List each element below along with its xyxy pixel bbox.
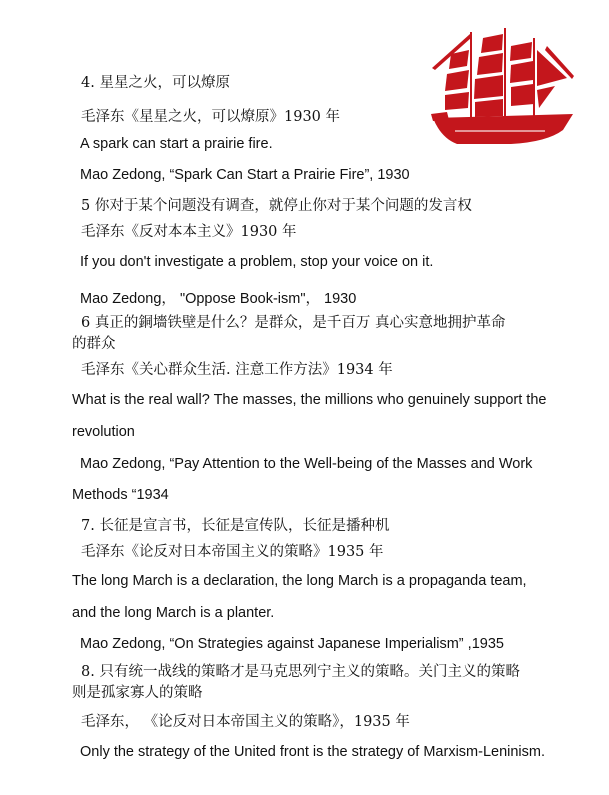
quote-8-source-zh: 毛泽东， 《论反对日本帝国主义的策略》，1935 年	[81, 714, 410, 730]
quote-6-source-en-cont: Methods “1934	[72, 487, 169, 503]
quote-4-source-zh: 毛泽东《星星之火，可以燎原》1930 年	[81, 109, 341, 125]
quote-7-translation-cont: and the long March is a planter.	[72, 605, 275, 621]
sailing-ship-icon	[427, 24, 577, 152]
quote-6-heading-cont: 的群众	[72, 336, 116, 352]
quote-4-heading: 4. 星星之火，可以燎原	[81, 75, 230, 91]
quote-7-translation: The long March is a declaration, the long March is a propaganda team,	[72, 573, 527, 589]
quote-8-translation: Only the strategy of the United front is the strategy of Marxism-Leninism.	[80, 744, 545, 760]
quote-6-source-zh: 毛泽东《关心群众生活. 注意工作方法》1934 年	[81, 362, 393, 378]
quote-8-heading: 8. 只有统一战线的策略才是马克思列宁主义的策略。关门主义的策略	[81, 664, 520, 680]
quote-6-translation: What is the real wall? The masses, the millions who genuinely support the	[72, 392, 547, 408]
quote-7-source-en: Mao Zedong, “On Strategies against Japanese Imperialism” ,1935	[80, 636, 504, 652]
quote-6-translation-cont: revolution	[72, 424, 135, 440]
quote-5-source-zh: 毛泽东《反对本本主义》1930 年	[81, 224, 297, 240]
quote-6-source-en: Mao Zedong, “Pay Attention to the Well-being of the Masses and Work	[80, 456, 533, 472]
quote-5-translation: If you don't investigate a problem, stop your voice on it.	[80, 254, 434, 270]
quote-5-heading: 5 你对于某个问题没有调查，就停止你对于某个问题的发言权	[81, 198, 472, 214]
quote-7-source-zh: 毛泽东《论反对日本帝国主义的策略》1935 年	[81, 544, 384, 560]
quote-4-translation: A spark can start a prairie fire.	[80, 136, 273, 152]
quote-8-heading-cont: 则是孤家寡人的策略	[72, 685, 203, 701]
quote-5-source-en: Mao Zedong， "Oppose Book-ism"， 1930	[80, 291, 357, 307]
quote-4-source-en: Mao Zedong, “Spark Can Start a Prairie Fire”, 1930	[80, 167, 410, 183]
quote-7-heading: 7. 长征是宣言书，长征是宣传队，长征是播种机	[81, 518, 390, 534]
quote-6-heading: 6 真正的銅墻铁壁是什么？是群众，是千百万 真心实意地拥护革命	[81, 315, 506, 331]
